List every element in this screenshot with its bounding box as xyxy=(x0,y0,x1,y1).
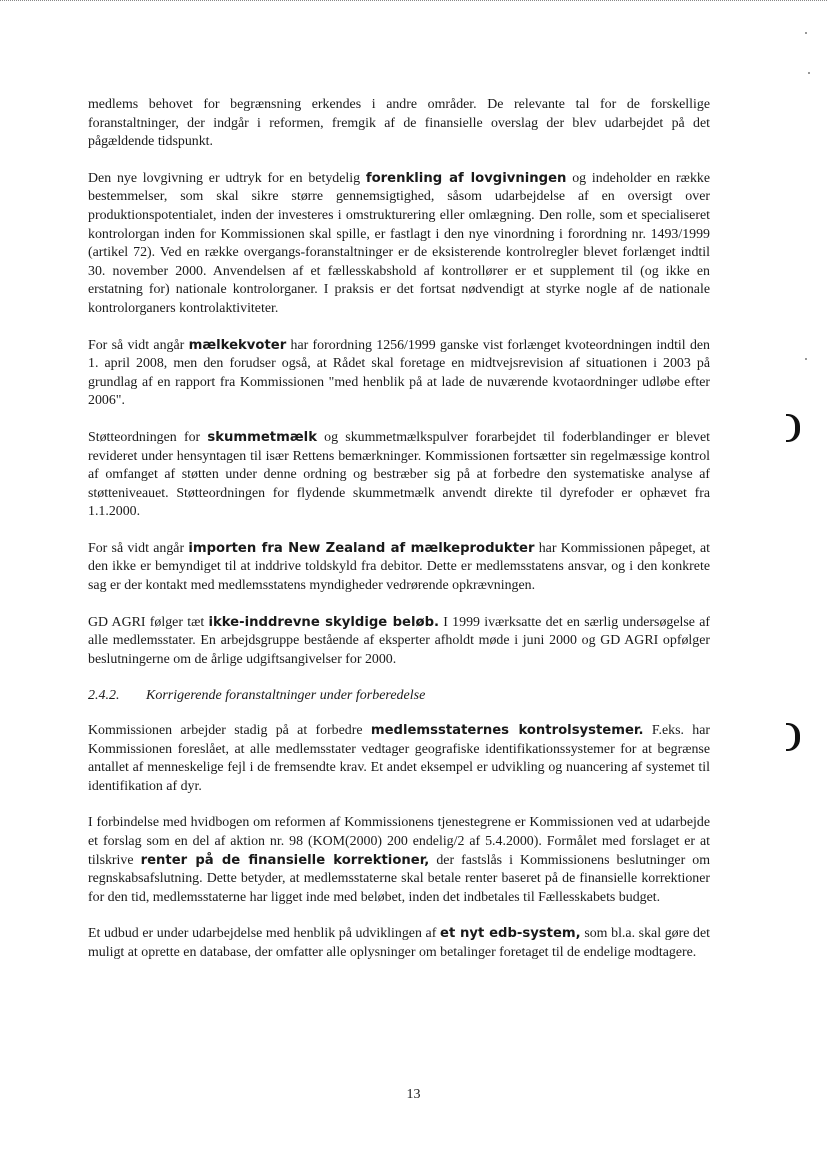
scan-speck xyxy=(805,32,807,34)
section-number: 2.4.2. xyxy=(88,688,120,704)
section-heading xyxy=(88,687,710,706)
text-run: der fastslås i Kommissionens beslutninger om regnskabsafslutning. Dette betyder, at medlemsstaterne skal betale renter baseret på de finansielle korrektioner for den tid, medlemsstaterne har ligget inde med beløbet, inden det indbetales til Fællesskabets budget. xyxy=(88,852,711,905)
text-run: For så vidt angår xyxy=(88,540,189,556)
scan-speck xyxy=(805,358,807,360)
paragraph xyxy=(88,540,710,596)
scan-edge xyxy=(0,0,827,4)
paragraph xyxy=(88,429,710,522)
text-run: Den nye lovgivning er udtryk for en betydelig xyxy=(88,170,366,186)
text-run: har forordning 1256/1999 ganske vist forlænget kvoteordningen indtil den 1. april 2008, men den forudser også, at Rådet skal foretage en midtvejsrevision af situationen i 2003 på grundlag af en rapport fra Kommissionen "med henblik på at lade de nuværende kvotaordninger udløbe efter 2006". xyxy=(88,337,711,409)
paragraph xyxy=(88,814,710,907)
paragraph xyxy=(88,925,710,962)
bold-phrase: forenkling af lovgivningen xyxy=(365,170,567,186)
text-run: og skummetmælkspulver forarbejdet til foderblandinger er blevet revideret under hensyntagen til især Rettens bemærkninger. Kommissionen fortsætter sin regelmæssige kontrol af omfanget af støtten under denne ordning og bestræber sig på at forbedre den systematiske analyse af støtteniveauet. Støtteordningen for flydende skummetmælk anvendt direkte til dyrefoder er ophævet fra 1.1.2000. xyxy=(88,429,710,520)
text-run: I forbindelse med hvidbogen om reformen af Kommissionens tjenestegrene er Kommissionen ved at udarbejde et forslag som en del af aktion nr. 98 (KOM(2000) 200 endelig/2 af 5.4.2000). Formålet med forslaget er at tilskrive xyxy=(88,815,710,868)
paragraph xyxy=(88,170,710,319)
text-run: og indeholder en række bestemmelser, som skal sikre større gennemsigtighed, såsom udarbejdelse af en oversigt over produktionspotentialet, inden der investeres i omstrukturering eller omlægning. Den rolle, som et specialiseret kontrolorgan inden for Kommissionen skal spille, er fastlagt i den nye vinordning i forordning nr. 1493/1999 (artikel 72). Ved en række overgangs-foranstaltninger er de eksisterende kontrolregler blevet forlænget indtil 30. november 2000. Anvendelsen af et fællesskabshold af kontrollører er et supplement til (og ikke en erstatning for) nationale kontrolorganer. I praksis er det fortsat nødvendigt at styrke nogle af de nationale kontrolorganers kontrolaktiviteter. xyxy=(88,170,710,316)
scan-speck xyxy=(808,72,810,74)
binder-hole-mark xyxy=(786,723,800,751)
text-run: GD AGRI følger tæt xyxy=(88,614,209,630)
text-run: medlems behovet for begrænsning erkendes i andre områder. De relevante tal for de forskellige foranstaltninger, der indgår i reformen, fremgik af de finansielle overslag der blev udarbejdet på det pågældende tidspunkt. xyxy=(88,97,710,150)
paragraph xyxy=(88,96,710,152)
bold-phrase: skummetmælk xyxy=(207,429,317,445)
text-run: I 1999 iværksatte det en særlig undersøgelse af alle medlemsstater. En arbejdsgruppe bestående af eksperter afholdt møde i juni 2000 og GD AGRI opfølger beslutningerne om de årlige udgiftsangivelser for 2000. xyxy=(88,614,711,667)
paragraph xyxy=(88,722,710,796)
text-run: Et udbud er under udarbejdelse med henblik på udviklingen af xyxy=(88,926,440,942)
paragraph xyxy=(88,337,710,411)
section-title: Korrigerende foranstaltninger under forberedelse xyxy=(146,688,426,704)
bold-phrase: mælkekvoter xyxy=(188,337,287,353)
paragraph xyxy=(88,614,710,670)
paragraph-group-2 xyxy=(88,722,710,963)
bold-phrase: ikke-inddrevne skyldige beløb. xyxy=(208,614,440,630)
text-run: For så vidt angår xyxy=(88,337,189,353)
text-run: F.eks. har Kommissionen foreslået, at alle medlemsstater vedtager geografiske identifikationssystemer for at begrænse antallet af menneskelige fejl i de fremsendte krav. Et andet eksempel er udvikling og nuancering af systemet til identifikation af dyr. xyxy=(88,723,710,794)
text-run: som bl.a. skal gøre det muligt at oprette en database, der omfatter alle oplysninger om betalinger foretaget til de endelige modtagere. xyxy=(88,926,711,960)
bold-phrase: importen fra New Zealand af mælkeprodukter xyxy=(188,540,535,556)
bold-phrase: renter på de finansielle korrektioner, xyxy=(140,852,430,868)
paragraph-group-1 xyxy=(88,96,710,669)
page-number: 13 xyxy=(406,1087,421,1102)
bold-phrase: et nyt edb-system, xyxy=(440,926,581,942)
binder-hole-mark xyxy=(786,414,800,442)
document-page xyxy=(88,96,710,981)
bold-phrase: medlemsstaternes kontrolsystemer. xyxy=(370,723,644,739)
text-run: Støtteordningen for xyxy=(88,429,208,445)
text-run: har Kommissionen påpeget, at den ikke er bemyndiget til at inddrive toldskyld fra debitor. Dette er medlemsstatens ansvar, og i den konkrete sag er der kontakt med medlemsstatens myndigheder vedrørende opkrævningen. xyxy=(88,540,711,594)
text-run: Kommissionen arbejder stadig på at forbedre xyxy=(88,723,371,739)
